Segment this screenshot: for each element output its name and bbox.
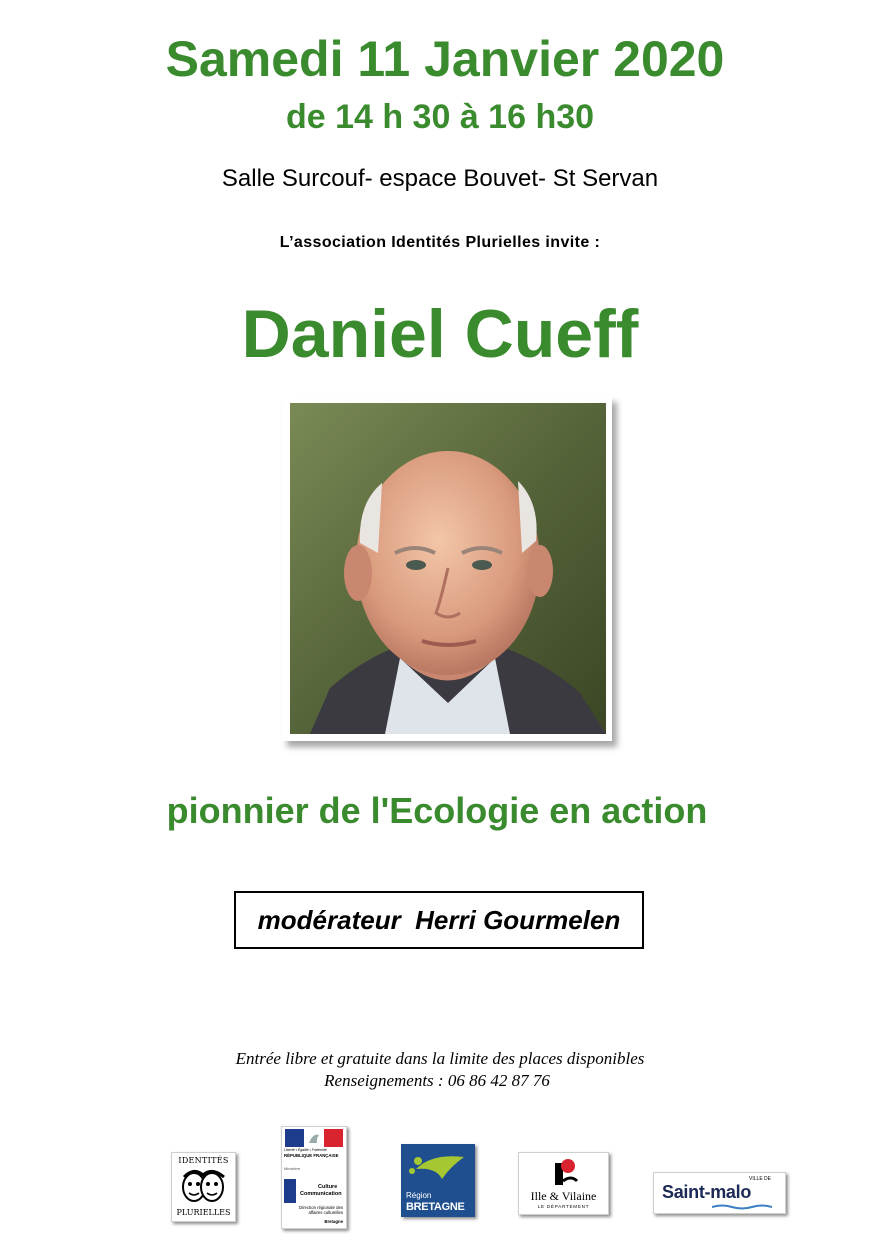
speaker-photo — [290, 403, 606, 734]
bretagne-leaf-icon — [402, 1149, 474, 1189]
region-bretagne-logo — [401, 1144, 475, 1217]
rf-drac: Direction régionale des affaires culturelles — [299, 1205, 343, 1215]
rb-line1: Région — [406, 1191, 432, 1200]
ille-vilaine-emblem-icon — [549, 1157, 579, 1187]
rf-ministere: Ministère — [284, 1166, 301, 1171]
event-date: Samedi 11 Janvier 2020 — [165, 31, 725, 87]
invite-line: L’association Identités Plurielles invite : — [279, 234, 601, 251]
speaker-portrait-illustration — [290, 403, 606, 734]
event-time: de 14 h 30 à 16 h30 — [285, 98, 595, 136]
identites-plurielles-logo — [171, 1152, 236, 1222]
rf-culture: Culture — [318, 1184, 338, 1190]
entry-info: Entrée libre et gratuite dans la limite des places disponibles — [235, 1049, 645, 1068]
speaker-name: Daniel Cueff — [241, 296, 639, 372]
iv-sub: LE DÉPARTEMENT — [537, 1204, 590, 1209]
ille-et-vilaine-logo — [518, 1152, 609, 1215]
faces-icon — [172, 1167, 235, 1207]
moderator-text: modérateur Herri Gourmelen — [257, 904, 621, 935]
ip-logo-line2: PLURIELLES — [176, 1208, 231, 1217]
rb-line2: BRETAGNE — [406, 1201, 465, 1213]
sm-name: Saint-malo — [662, 1182, 752, 1202]
saint-malo-logo — [653, 1172, 786, 1214]
speaker-subtitle: pionnier de l'Ecologie en action — [166, 790, 708, 831]
rf-blue-bar — [284, 1179, 296, 1203]
iv-name: Ille & Vilaine — [530, 1189, 597, 1203]
rf-region: Bretagne — [324, 1219, 343, 1224]
ip-logo-line1: IDENTITÉS — [178, 1156, 229, 1165]
event-venue: Salle Surcouf- espace Bouvet- St Servan — [221, 165, 659, 192]
rf-motto: Liberté • Égalité • Fraternité — [284, 1148, 327, 1152]
republique-francaise-logo — [281, 1126, 347, 1229]
rf-communication: Communication — [300, 1191, 342, 1197]
rf-name: RÉPUBLIQUE FRANÇAISE — [284, 1153, 339, 1158]
marianne-icon — [307, 1131, 321, 1145]
flag-icon — [285, 1129, 343, 1147]
sm-ville-de: VILLE DE — [749, 1176, 771, 1182]
contact-info: Renseignements : 06 86 42 87 76 — [324, 1071, 550, 1090]
wave-icon — [712, 1204, 772, 1210]
moderator-box — [234, 891, 644, 949]
